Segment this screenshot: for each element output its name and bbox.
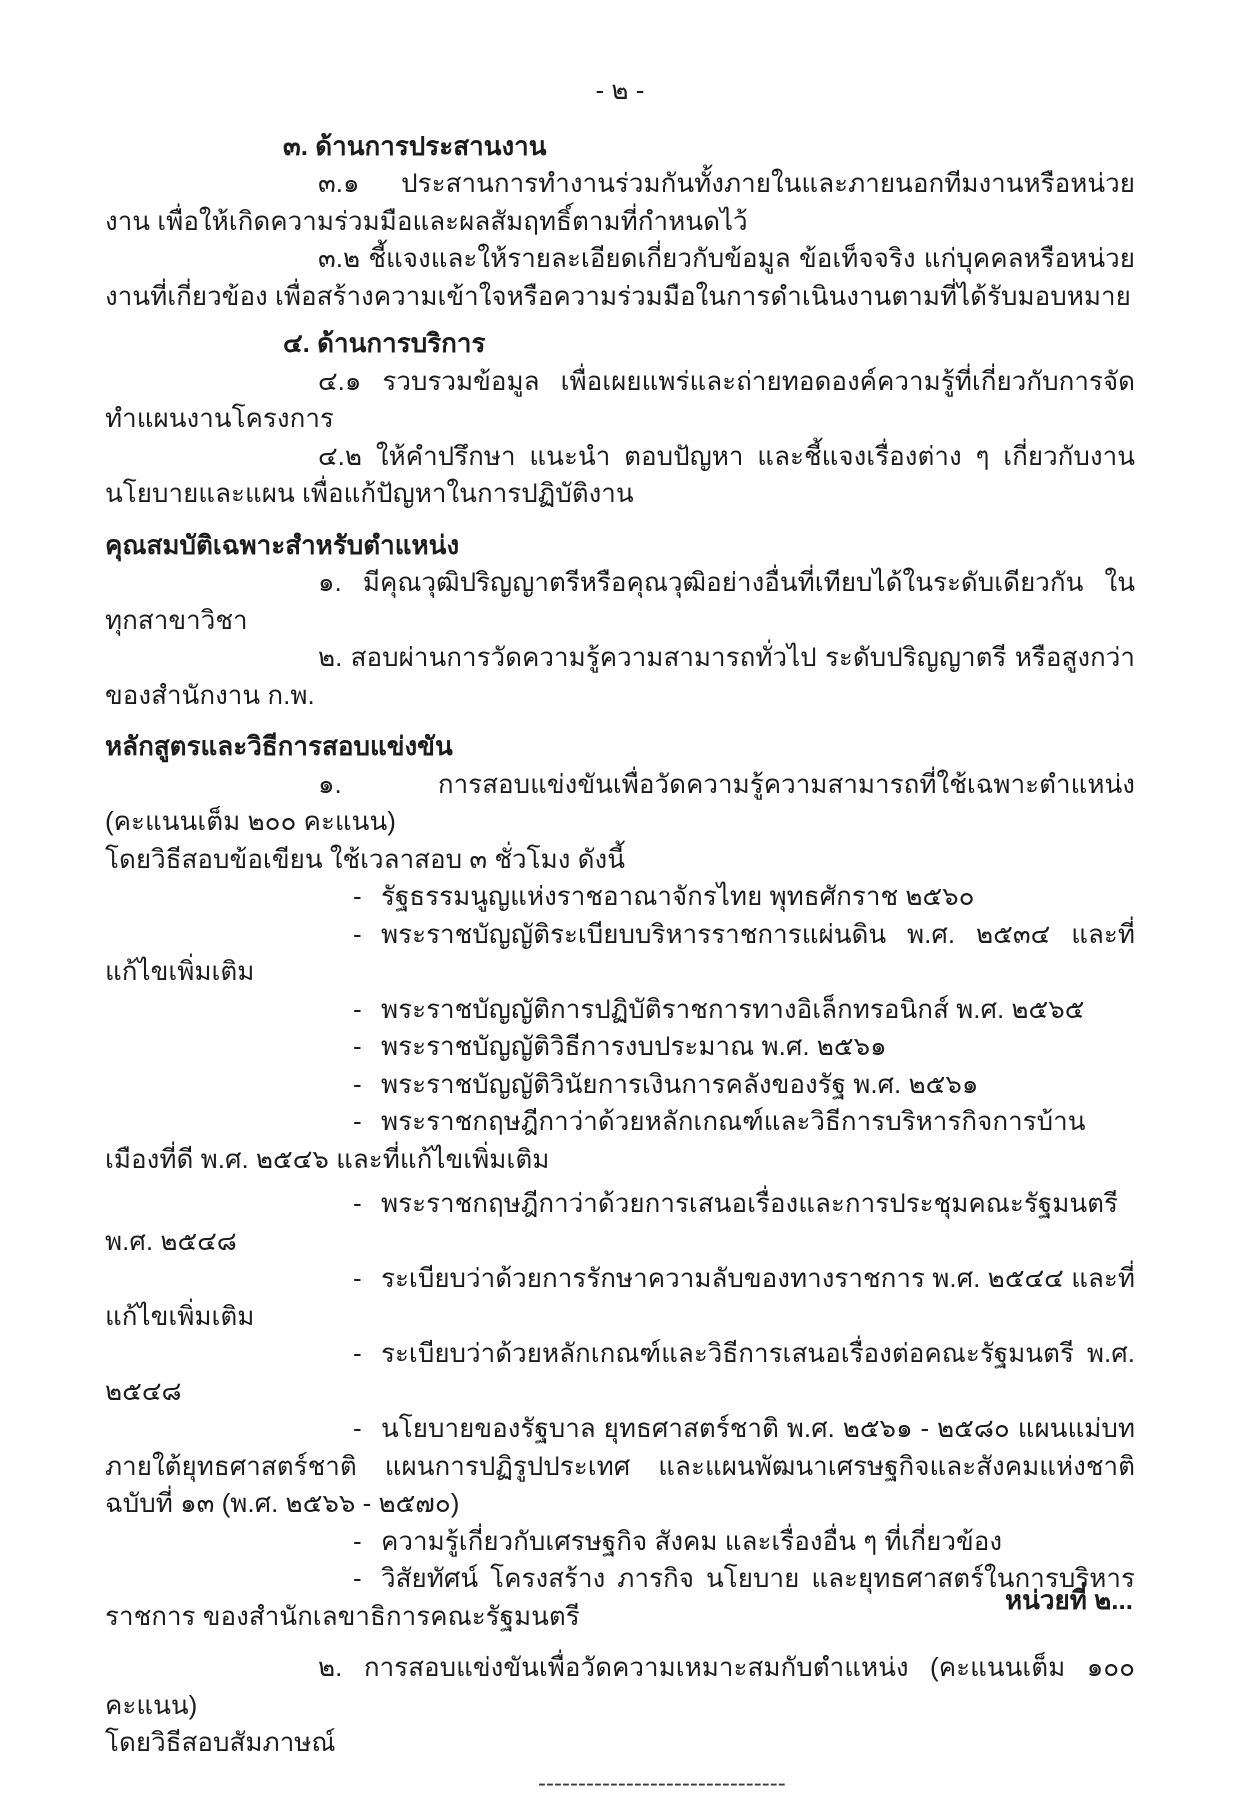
exam-subject-text: พระราชกฤษฎีกาว่าด้วยหลักเกณฑ์และวิธีการบริหารกิจการบ้านเมืองที่ดี พ.ศ. ๒๕๔๖ และที่แก้ไขเพิ่มเติม bbox=[105, 1106, 1086, 1174]
document-body bbox=[105, 72, 1135, 1802]
qualification-item-2: ๒. สอบผ่านการวัดความรู้ความสามารถทั่วไป ระดับปริญญาตรี หรือสูงกว่า ของสำนักงาน ก.พ. bbox=[105, 639, 1135, 714]
exam-subject-text: พระราชบัญญัติวิธีการงบประมาณ พ.ศ. ๒๕๖๑ bbox=[381, 1031, 887, 1061]
heading-exam-curriculum: หลักสูตรและวิธีการสอบแข่งขัน bbox=[105, 728, 1135, 766]
dash-marker: - bbox=[353, 991, 381, 1029]
end-separator: ------------------------------- bbox=[538, 1765, 1135, 1802]
exam-subject-text: พระราชบัญญัติระเบียบบริหารราชการแผ่นดิน พ.ศ. ๒๕๓๔ และที่แก้ไขเพิ่มเติม bbox=[105, 919, 1135, 987]
dash-marker: - bbox=[353, 1103, 381, 1141]
exam-part2 bbox=[105, 1649, 1135, 1762]
dash-marker: - bbox=[353, 1335, 381, 1373]
dash-marker: - bbox=[353, 1185, 381, 1223]
exam-part2-line2: โดยวิธีสอบสัมภาษณ์ bbox=[105, 1727, 336, 1757]
dash-marker: - bbox=[353, 916, 381, 954]
exam-subject-item bbox=[105, 1560, 1135, 1635]
exam-part1-line1: ๑. การสอบแข่งขันเพื่อวัดความรู้ความสามารถที่ใช้เฉพาะตำแหน่ง (คะแนนเต็ม ๒๐๐ คะแนน) bbox=[105, 769, 1135, 837]
dash-marker: - bbox=[353, 1560, 381, 1598]
exam-subject-text: นโยบายของรัฐบาล ยุทธศาสตร์ชาติ พ.ศ. ๒๕๖๑ - ๒๕๘๐ แผนแม่บท ภายใต้ยุทธศาสตร์ชาติ แผนการปฏิรูปประเทศ และแผนพัฒนาเศรษฐกิจและสังคมแห่งชาติ ฉบับที่ ๑๓ (พ.ศ. ๒๕๖๖ - ๒๕๗๐) bbox=[105, 1413, 1135, 1518]
section-heading-coordination: ๓. ด้านการประสานงาน bbox=[283, 128, 1135, 166]
exam-subject-text: ระเบียบว่าด้วยหลักเกณฑ์และวิธีการเสนอเรื่องต่อคณะรัฐมนตรี พ.ศ. ๒๕๔๘ bbox=[105, 1338, 1135, 1406]
exam-subject-text: ความรู้เกี่ยวกับเศรษฐกิจ สังคม และเรื่องอื่น ๆ ที่เกี่ยวข้อง bbox=[381, 1526, 1002, 1556]
exam-part1-line2: โดยวิธีสอบข้อเขียน ใช้เวลาสอบ ๓ ชั่วโมง ดังนี้ bbox=[105, 844, 625, 874]
exam-subject-item bbox=[105, 1066, 1135, 1104]
exam-subject-item bbox=[105, 1185, 1135, 1260]
dash-marker: - bbox=[353, 878, 381, 916]
exam-subject-item bbox=[105, 991, 1135, 1029]
exam-subject-text: พระราชบัญญัติวินัยการเงินการคลังของรัฐ พ.ศ. ๒๕๖๑ bbox=[381, 1069, 978, 1099]
exam-subject-item bbox=[105, 916, 1135, 991]
exam-subject-item bbox=[105, 1335, 1135, 1410]
dash-marker: - bbox=[353, 1260, 381, 1298]
exam-subject-text: พระราชบัญญัติการปฏิบัติราชการทางอิเล็กทรอนิกส์ พ.ศ. ๒๕๖๕ bbox=[381, 994, 1084, 1024]
exam-subject-item bbox=[105, 878, 1135, 916]
exam-subject-item bbox=[105, 1028, 1135, 1066]
exam-subject-item bbox=[105, 1103, 1135, 1178]
duty-item-4-2: ๔.๒ ให้คำปรึกษา แนะนำ ตอบปัญหา และชี้แจงเรื่องต่าง ๆ เกี่ยวกับงานนโยบายและแผน เพื่อแก้ปัญหาในการปฏิบัติงาน bbox=[105, 438, 1135, 513]
duty-item-3-2: ๓.๒ ชี้แจงและให้รายละเอียดเกี่ยวกับข้อมูล ข้อเท็จจริง แก่บุคคลหรือหน่วยงานที่เกี่ยวข้อง เพื่อสร้างความเข้าใจหรือความร่วมมือในการดำเนินงานตามที่ได้รับมอบหมาย bbox=[105, 240, 1135, 315]
dash-marker: - bbox=[353, 1066, 381, 1104]
qualification-item-1: ๑. มีคุณวุฒิปริญญาตรีหรือคุณวุฒิอย่างอื่นที่เทียบได้ในระดับเดียวกัน ในทุกสาขาวิชา bbox=[105, 564, 1135, 639]
exam-subject-item bbox=[105, 1410, 1135, 1523]
exam-subject-item bbox=[105, 1523, 1135, 1561]
duty-item-3-1: ๓.๑ ประสานการทำงานร่วมกันทั้งภายในและภายนอกทีมงานหรือหน่วยงาน เพื่อให้เกิดความร่วมมือและผลสัมฤทธิ์ตามที่กำหนดไว้ bbox=[105, 165, 1135, 240]
dash-marker: - bbox=[353, 1523, 381, 1561]
exam-subject-text: ระเบียบว่าด้วยการรักษาความลับของทางราชการ พ.ศ. ๒๕๔๔ และที่แก้ไขเพิ่มเติม bbox=[105, 1263, 1135, 1331]
exam-part1-intro bbox=[105, 766, 1135, 879]
dash-marker: - bbox=[353, 1410, 381, 1448]
exam-subject-text: วิสัยทัศน์ โครงสร้าง ภารกิจ นโยบาย และยุทธศาสตร์ในการบริหารราชการ ของสำนักเลขาธิการคณะรัฐมนตรี bbox=[105, 1563, 1135, 1631]
exam-subject-text: พระราชกฤษฎีกาว่าด้วยการเสนอเรื่องและการประชุมคณะรัฐมนตรี พ.ศ. ๒๕๔๘ bbox=[105, 1188, 1118, 1256]
duty-item-4-1: ๔.๑ รวบรวมข้อมูล เพื่อเผยแพร่และถ่ายทอดองค์ความรู้ที่เกี่ยวกับการจัดทำแผนงานโครงการ bbox=[105, 363, 1135, 438]
page-number: - ๒ - bbox=[105, 72, 1135, 110]
exam-subject-item bbox=[105, 1260, 1135, 1335]
heading-qualifications: คุณสมบัติเฉพาะสำหรับตำแหน่ง bbox=[105, 527, 1135, 565]
continuation-note: หน่วยที่ ๒... bbox=[1005, 1582, 1133, 1620]
exam-subject-text: รัฐธรรมนูญแห่งราชอาณาจักรไทย พุทธศักราช ๒๕๖๐ bbox=[381, 881, 975, 911]
dash-marker: - bbox=[353, 1028, 381, 1066]
section-heading-service: ๔. ด้านการบริการ bbox=[283, 325, 1135, 363]
exam-part2-line1: ๒. การสอบแข่งขันเพื่อวัดความเหมาะสมกับตำแหน่ง (คะแนนเต็ม ๑๐๐ คะแนน) bbox=[105, 1652, 1135, 1720]
